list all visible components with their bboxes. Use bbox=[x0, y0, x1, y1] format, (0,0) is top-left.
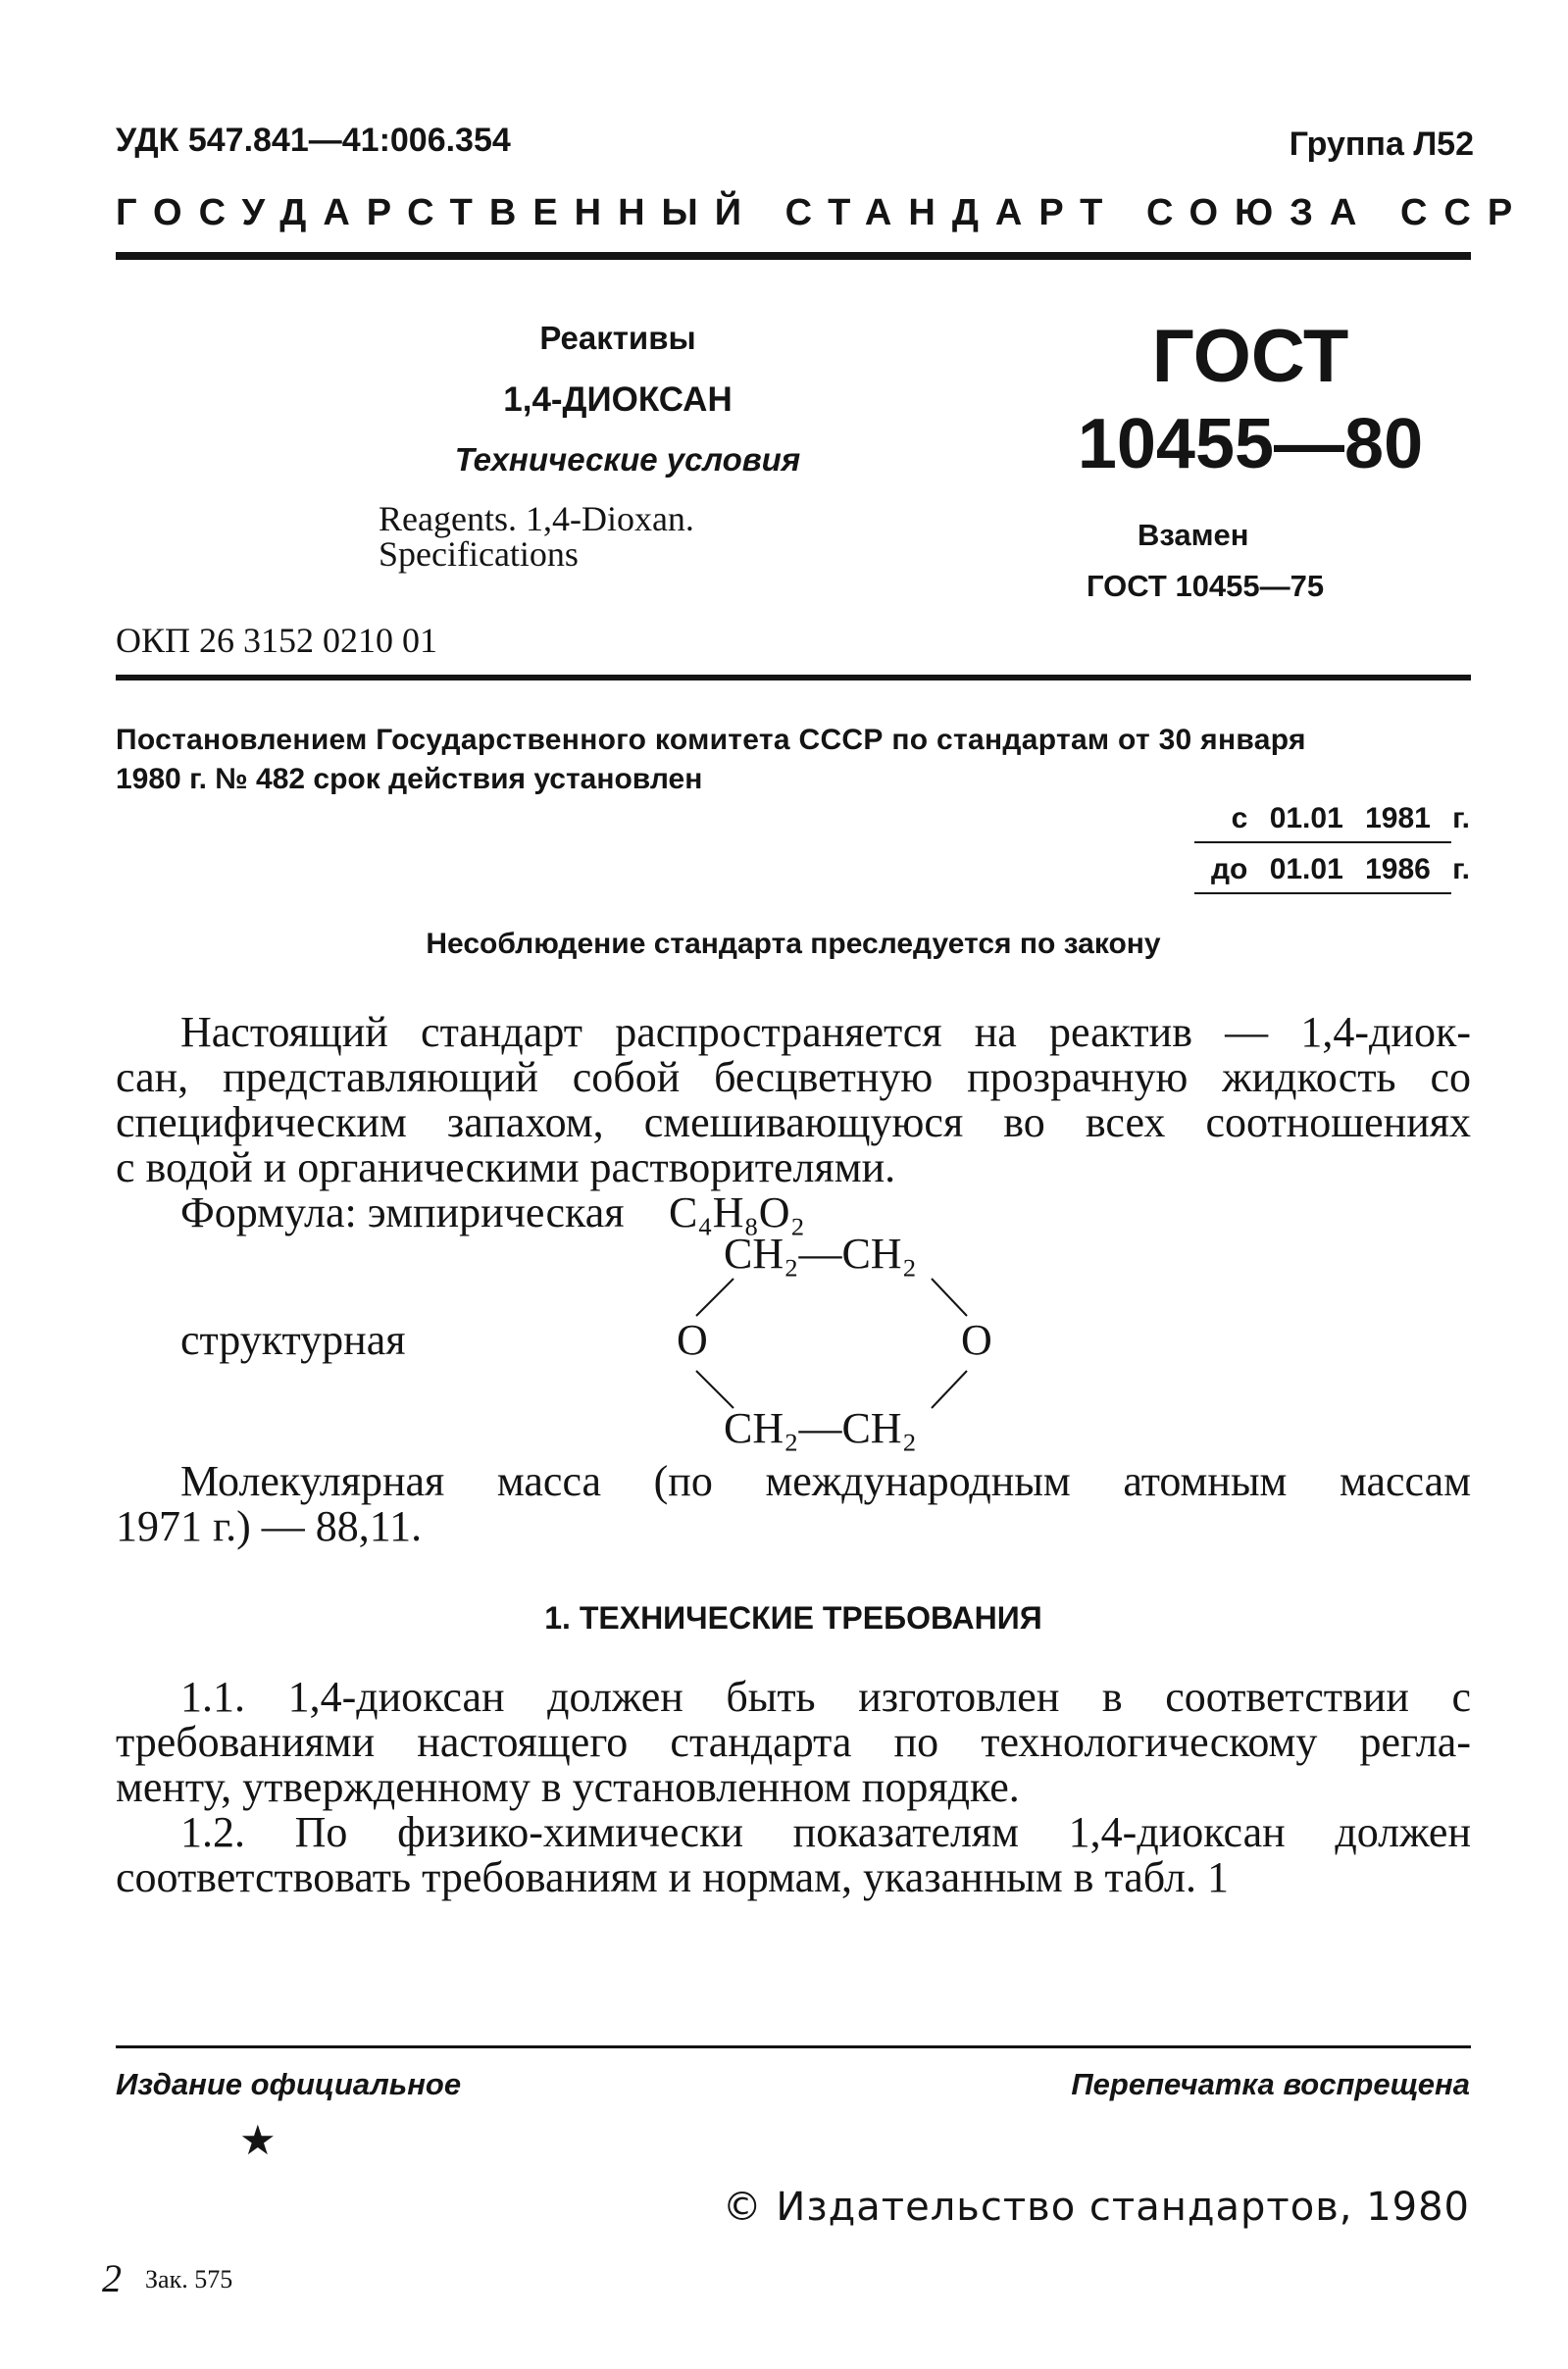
molecular-mass-line-2: 1971 г.) — 88,11. bbox=[116, 1502, 423, 1550]
clause-1-1-line-3: менту, утвержденному в установленном порядке. bbox=[116, 1763, 1020, 1811]
struct-bottom-group: CH₂—CH₂ bbox=[724, 1404, 917, 1452]
bond-top-right bbox=[932, 1279, 967, 1316]
legal-warning: Несоблюдение стандарта преследуется по закону bbox=[426, 928, 1161, 960]
gost-label: ГОСТ bbox=[1151, 315, 1349, 398]
replaced-standard: ГОСТ 10455—75 bbox=[1087, 569, 1325, 603]
intro-line-1: Настоящий стандарт распространяется на реактив — 1,4-диок- bbox=[180, 1008, 1471, 1056]
molecular-mass-line-1: Молекулярная масса (по международным атомным массам bbox=[180, 1457, 1471, 1505]
validity-from: с 01.01 1981 г. bbox=[1231, 802, 1470, 834]
clause-1-2-line-2: соответствовать требованиям и нормам, указанным в табл. 1 bbox=[116, 1853, 1229, 1901]
reprint-prohibited: Перепечатка воспрещена bbox=[1071, 2067, 1470, 2101]
decree-line-2: 1980 г. № 482 срок действия установлен bbox=[116, 763, 703, 795]
empirical-formula: C₄H₈O₂ bbox=[669, 1188, 805, 1236]
product-subtitle: Технические условия bbox=[454, 441, 801, 478]
star-icon: ★ bbox=[239, 2116, 277, 2164]
english-title-line2: Specifications bbox=[379, 534, 579, 574]
category-label: Реактивы bbox=[539, 320, 696, 356]
english-title-line1: Reagents. 1,4-Dioxan. bbox=[379, 499, 694, 538]
clause-1-1-line-1: 1.1. 1,4-диоксан должен быть изготовлен в соответствии с bbox=[180, 1673, 1471, 1721]
formula-label: Формула: эмпирическая bbox=[180, 1188, 625, 1236]
gost-number: 10455—80 bbox=[1077, 405, 1424, 483]
bond-bottom-left bbox=[696, 1371, 733, 1408]
state-standard-banner: ГОСУДАРСТВЕННЫЙ СТАНДАРТ СОЮЗА ССР bbox=[116, 192, 1530, 233]
order-number: Зак. 575 bbox=[145, 2265, 233, 2293]
copyright-notice: © Издательство стандартов, 1980 bbox=[722, 2185, 1470, 2230]
okp-code: ОКП 26 3152 0210 01 bbox=[116, 621, 438, 660]
group-code: Группа Л52 bbox=[1289, 126, 1474, 163]
footer-rule bbox=[116, 2045, 1471, 2048]
product-name: 1,4-ДИОКСАН bbox=[503, 380, 733, 419]
intro-line-2: сан, представляющий собой бесцветную прозрачную жидкость со bbox=[116, 1053, 1471, 1101]
decree-line-1: Постановлением Государственного комитета СССР по стандартам от 30 января bbox=[116, 724, 1306, 756]
struct-left-oxygen: O bbox=[677, 1316, 708, 1364]
structural-label: структурная bbox=[180, 1316, 406, 1364]
intro-line-3: специфическим запахом, смешивающуюся во всех соотношениях bbox=[116, 1098, 1471, 1146]
section-heading: 1. ТЕХНИЧЕСКИЕ ТРЕБОВАНИЯ bbox=[544, 1600, 1042, 1636]
page-number: 2 bbox=[102, 2256, 122, 2300]
udk-code: УДК 547.841—41:006.354 bbox=[116, 122, 511, 159]
validity-until: до 01.01 1986 г. bbox=[1210, 853, 1470, 885]
struct-top-group: CH₂—CH₂ bbox=[724, 1230, 917, 1278]
clause-1-2-line-1: 1.2. По физико-химически показателям 1,4-диоксан должен bbox=[180, 1808, 1471, 1856]
replaces-label: Взамен bbox=[1138, 518, 1249, 552]
bond-bottom-right bbox=[932, 1371, 967, 1408]
struct-right-oxygen: O bbox=[961, 1316, 992, 1364]
intro-line-4: с водой и органическими растворителями. bbox=[116, 1143, 896, 1191]
bond-top-left bbox=[696, 1279, 733, 1316]
official-edition: Издание официальное bbox=[116, 2067, 462, 2101]
clause-1-1-line-2: требованиями настоящего стандарта по технологическому регла- bbox=[116, 1718, 1471, 1766]
